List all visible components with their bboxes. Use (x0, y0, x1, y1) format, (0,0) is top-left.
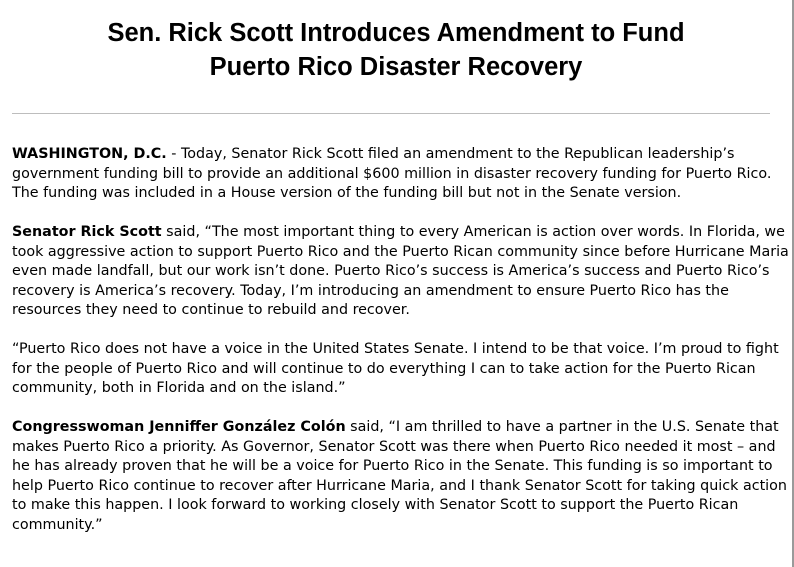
paragraph-congresswoman-quote (12, 418, 792, 535)
paragraph-line: resources they need to continue to rebuild and recover. (12, 302, 410, 318)
paragraph-line: “Puerto Rico does not have a voice in the United States Senate. I intend to be that voice. I’m proud to fight (12, 341, 779, 357)
paragraph-line: community, both in Florida and on the island.” (12, 380, 346, 396)
paragraph-line: makes Puerto Rico a priority. As Governor, Senator Scott was there when Puerto Rico needed it most – and (12, 438, 776, 455)
article-body (12, 145, 792, 555)
paragraph-senator-quote (12, 223, 792, 321)
paragraph-line: The funding was included in a House version of the funding bill but not in the Senate version. (12, 185, 682, 201)
paragraph-senator-quote-continued (12, 340, 792, 399)
paragraph-line: help Puerto Rico continue to recover after Hurricane Maria, and I thank Senator Scott for taking quick action (12, 477, 787, 494)
paragraph-line: community.” (12, 516, 103, 533)
paragraph-line: to make this happen. I look forward to working closely with Senator Scott to support the Puerto Rican (12, 497, 739, 513)
paragraph-line: government funding bill to provide an additional $600 million in disaster recovery funding for Puerto Rico. (12, 165, 772, 182)
paragraph-line: recovery is America’s recovery. Today, I’m introducing an amendment to ensure Puerto Rico has the (12, 282, 729, 299)
paragraph-line: said, “I am thrilled to have a partner in the U.S. Senate that (345, 419, 779, 435)
paragraph-dateline (12, 145, 792, 204)
headline-line-2: Puerto Rico Disaster Recovery (209, 53, 583, 81)
speaker-name: Senator Rick Scott (12, 224, 162, 240)
paragraph-line: - Today, Senator Rick Scott filed an amendment to the Republican leadership’s (166, 146, 735, 162)
paragraph-line: he has already proven that he will be a voice for Puerto Rico in the Senate. This funding is so important to (12, 458, 773, 474)
paragraph-line: took aggressive action to support Puerto Rico and the Puerto Rican community since before Hurricane Maria (12, 243, 789, 260)
paragraph-line: even made landfall, but our work isn’t done. Puerto Rico’s success is America’s success and Puerto Rico’s (12, 263, 770, 279)
paragraph-line: said, “The most important thing to every American is action over words. In Florida, we (161, 224, 785, 240)
paragraph-line: for the people of Puerto Rico and will continue to do everything I can to take action for the Puerto Rican (12, 360, 756, 377)
dateline: WASHINGTON, D.C. (12, 146, 167, 162)
headline-line-1: Sen. Rick Scott Introduces Amendment to Fund (107, 19, 685, 47)
divider-rule (12, 113, 770, 114)
speaker-name: Congresswoman Jenniffer González Colón (12, 419, 346, 435)
headline (0, 16, 792, 84)
